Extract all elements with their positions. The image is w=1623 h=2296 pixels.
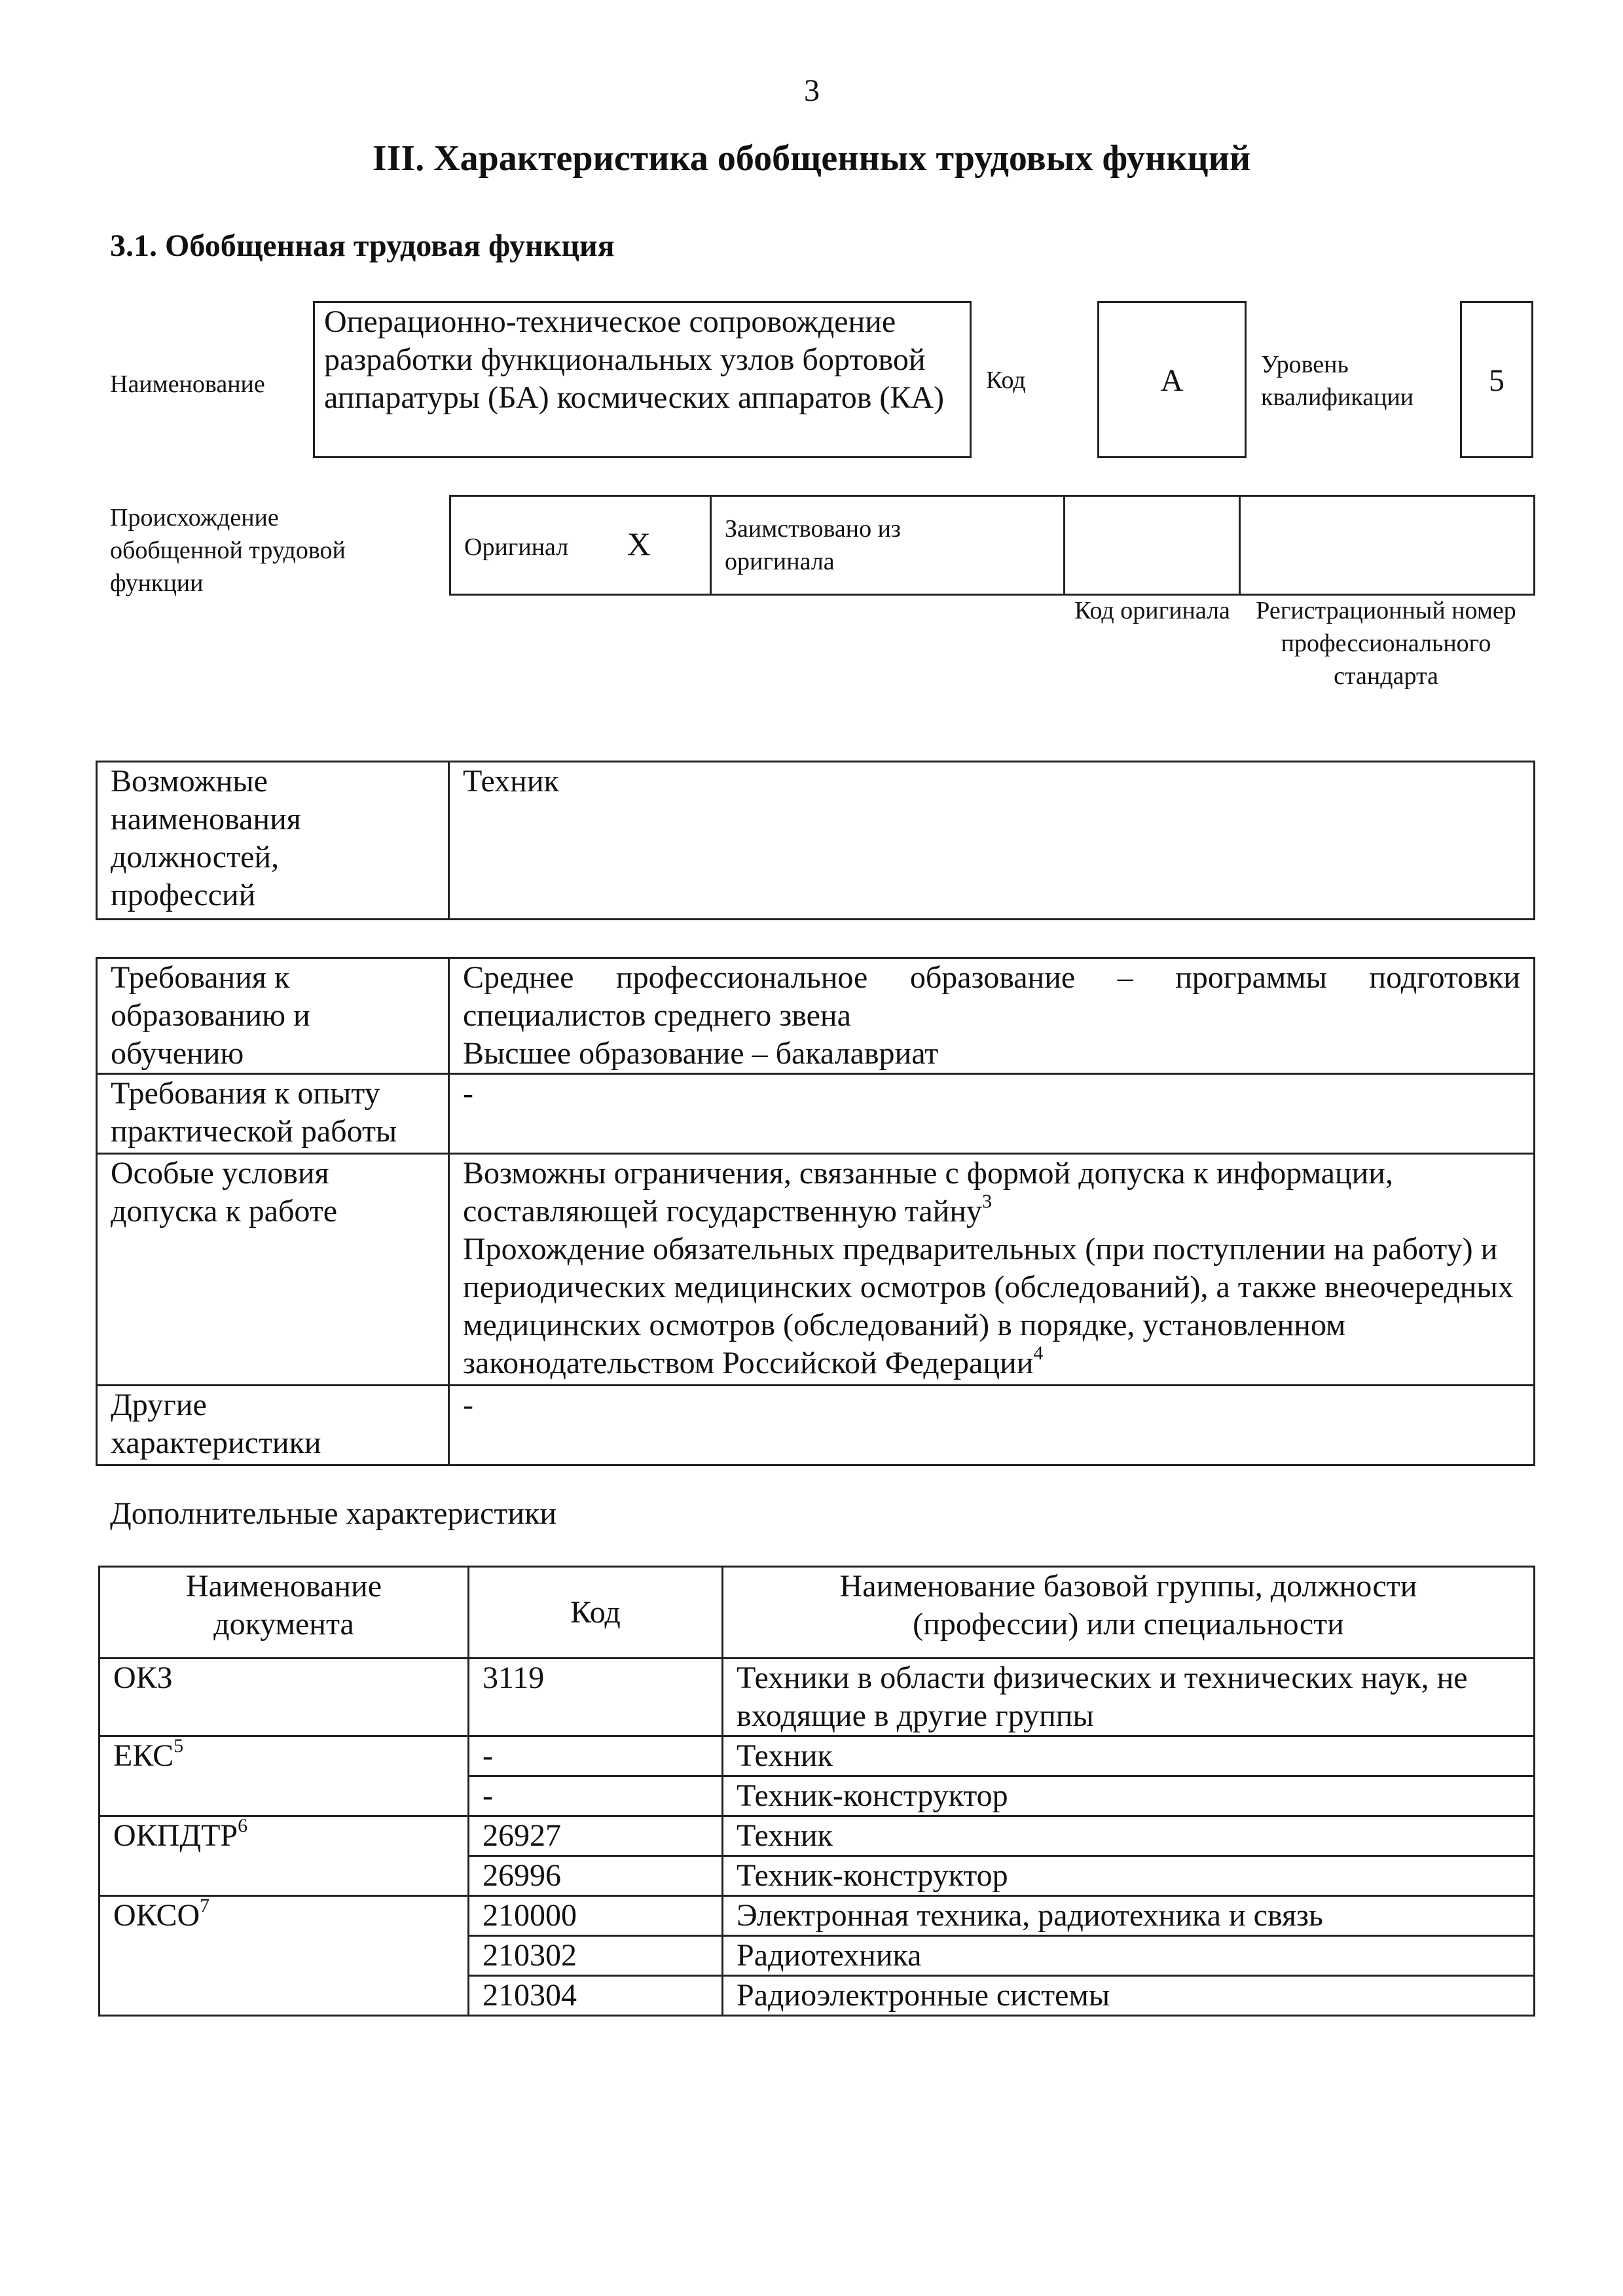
req-conditions-text-2: Прохождение обязательных предварительных (при поступлении на работу) и периодических медицинских осмотров (обследований), а также внеочередных медицинских осмотров (обследований) в порядке, установленном законодательством Российской Федерации <box>463 1232 1514 1380</box>
positions-table <box>96 761 1535 920</box>
origin-borrowed-label: Заимствовано из оригинала <box>725 515 901 575</box>
footnote-ref-5: 5 <box>173 1735 184 1757</box>
doc-name: ЕКС <box>113 1738 174 1773</box>
code-value-box <box>1097 301 1247 458</box>
table-row-name: Техник <box>723 1816 1535 1856</box>
origin-code-caption: Код оригинала <box>1074 597 1230 624</box>
footnote-ref-7: 7 <box>200 1895 210 1916</box>
req-conditions-value <box>449 1154 1535 1386</box>
req-conditions-text-1: Возможны ограничения, связанные с формой допуска к информации, составляющей государственную тайну <box>463 1156 1393 1229</box>
table-row-doc <box>100 1896 469 2016</box>
origin-original-cell <box>450 496 711 595</box>
doc-name: ОКСО <box>113 1898 200 1933</box>
table-row-code: 210302 <box>469 1936 723 1976</box>
req-education-line: Среднее профессиональное образование – программы подготовки специалистов среднего звена <box>463 960 1520 1033</box>
req-conditions-line-2 <box>463 1230 1520 1382</box>
req-other-value: - <box>449 1386 1535 1465</box>
positions-value: Техник <box>449 762 1535 920</box>
additional-title: Дополнительные характеристики <box>110 1496 557 1531</box>
name-value: Операционно-техническое сопровождение разработки функциональных узлов бортовой аппаратуры (БА) космических аппаратов (КА) <box>324 304 945 415</box>
section-title: III. Характеристика обобщенных трудовых функций <box>372 138 1251 179</box>
origin-borrowed-cell <box>711 496 1065 595</box>
level-value-box <box>1460 301 1533 458</box>
origin-code-cell <box>1065 496 1240 595</box>
footnote-ref-4: 4 <box>1033 1342 1044 1364</box>
table-row-code: 210304 <box>469 1976 723 2016</box>
table-row-doc <box>100 1736 469 1816</box>
table-row-code: 210000 <box>469 1896 723 1936</box>
table-row-name: Электронная техника, радиотехника и связь <box>723 1896 1535 1936</box>
table-row-code: 3119 <box>469 1659 723 1736</box>
col-header-document: Наименование документа <box>100 1567 469 1659</box>
code-value: А <box>1160 363 1184 398</box>
req-education-value <box>449 958 1535 1074</box>
req-education-line: Высшее образование – бакалавриат <box>463 1036 939 1071</box>
table-row-name: Техник-конструктор <box>723 1776 1535 1816</box>
page-number: 3 <box>804 73 820 108</box>
requirements-table <box>96 957 1535 1466</box>
doc-name: ОКПДТР <box>113 1818 238 1853</box>
origin-original-mark: X <box>627 525 651 562</box>
table-row-name: Радиоэлектронные системы <box>723 1976 1535 2016</box>
table-row-doc <box>100 1659 469 1736</box>
table-row-doc <box>100 1816 469 1896</box>
table-row-code: 26927 <box>469 1816 723 1856</box>
req-other-label: Другие характеристики <box>97 1386 449 1465</box>
table-row-code: 26996 <box>469 1856 723 1896</box>
req-conditions-line-1 <box>463 1155 1520 1230</box>
doc-name: ОКЗ <box>113 1660 173 1695</box>
level-label: Уровень квалификации <box>1261 351 1414 411</box>
code-label: Код <box>986 367 1026 394</box>
origin-table <box>449 495 1535 596</box>
table-row-name: Техники в области физических и технических наук, не входящие в другие группы <box>723 1659 1535 1736</box>
table-row-name: Техник <box>723 1736 1535 1776</box>
origin-original-label: Оригинал <box>464 533 569 561</box>
origin-reg-cell <box>1240 496 1535 595</box>
level-value: 5 <box>1489 363 1504 398</box>
col-header-name: Наименование базовой группы, должности (профессии) или специальности <box>723 1567 1535 1659</box>
col-header-code: Код <box>469 1567 723 1659</box>
req-experience-value: - <box>449 1074 1535 1154</box>
name-label: Наименование <box>110 370 265 398</box>
origin-reg-caption: Регистрационный номер профессионального стандарта <box>1256 597 1516 690</box>
additional-table <box>98 1566 1535 2017</box>
table-row-name: Техник-конструктор <box>723 1856 1535 1896</box>
positions-label: Возможные наименования должностей, профессий <box>97 762 449 920</box>
table-row-name: Радиотехника <box>723 1936 1535 1976</box>
table-row-code: - <box>469 1776 723 1816</box>
table-row-code: - <box>469 1736 723 1776</box>
req-conditions-label: Особые условия допуска к работе <box>97 1154 449 1386</box>
footnote-ref-3: 3 <box>982 1191 993 1212</box>
req-education-label: Требования к образованию и обучению <box>97 958 449 1074</box>
origin-label: Происхождение обобщенной трудовой функции <box>110 504 346 597</box>
name-value-box <box>313 301 972 458</box>
footnote-ref-6: 6 <box>238 1815 248 1837</box>
req-experience-label: Требования к опыту практической работы <box>97 1074 449 1154</box>
subsection-title: 3.1. Обобщенная трудовая функция <box>110 228 615 263</box>
